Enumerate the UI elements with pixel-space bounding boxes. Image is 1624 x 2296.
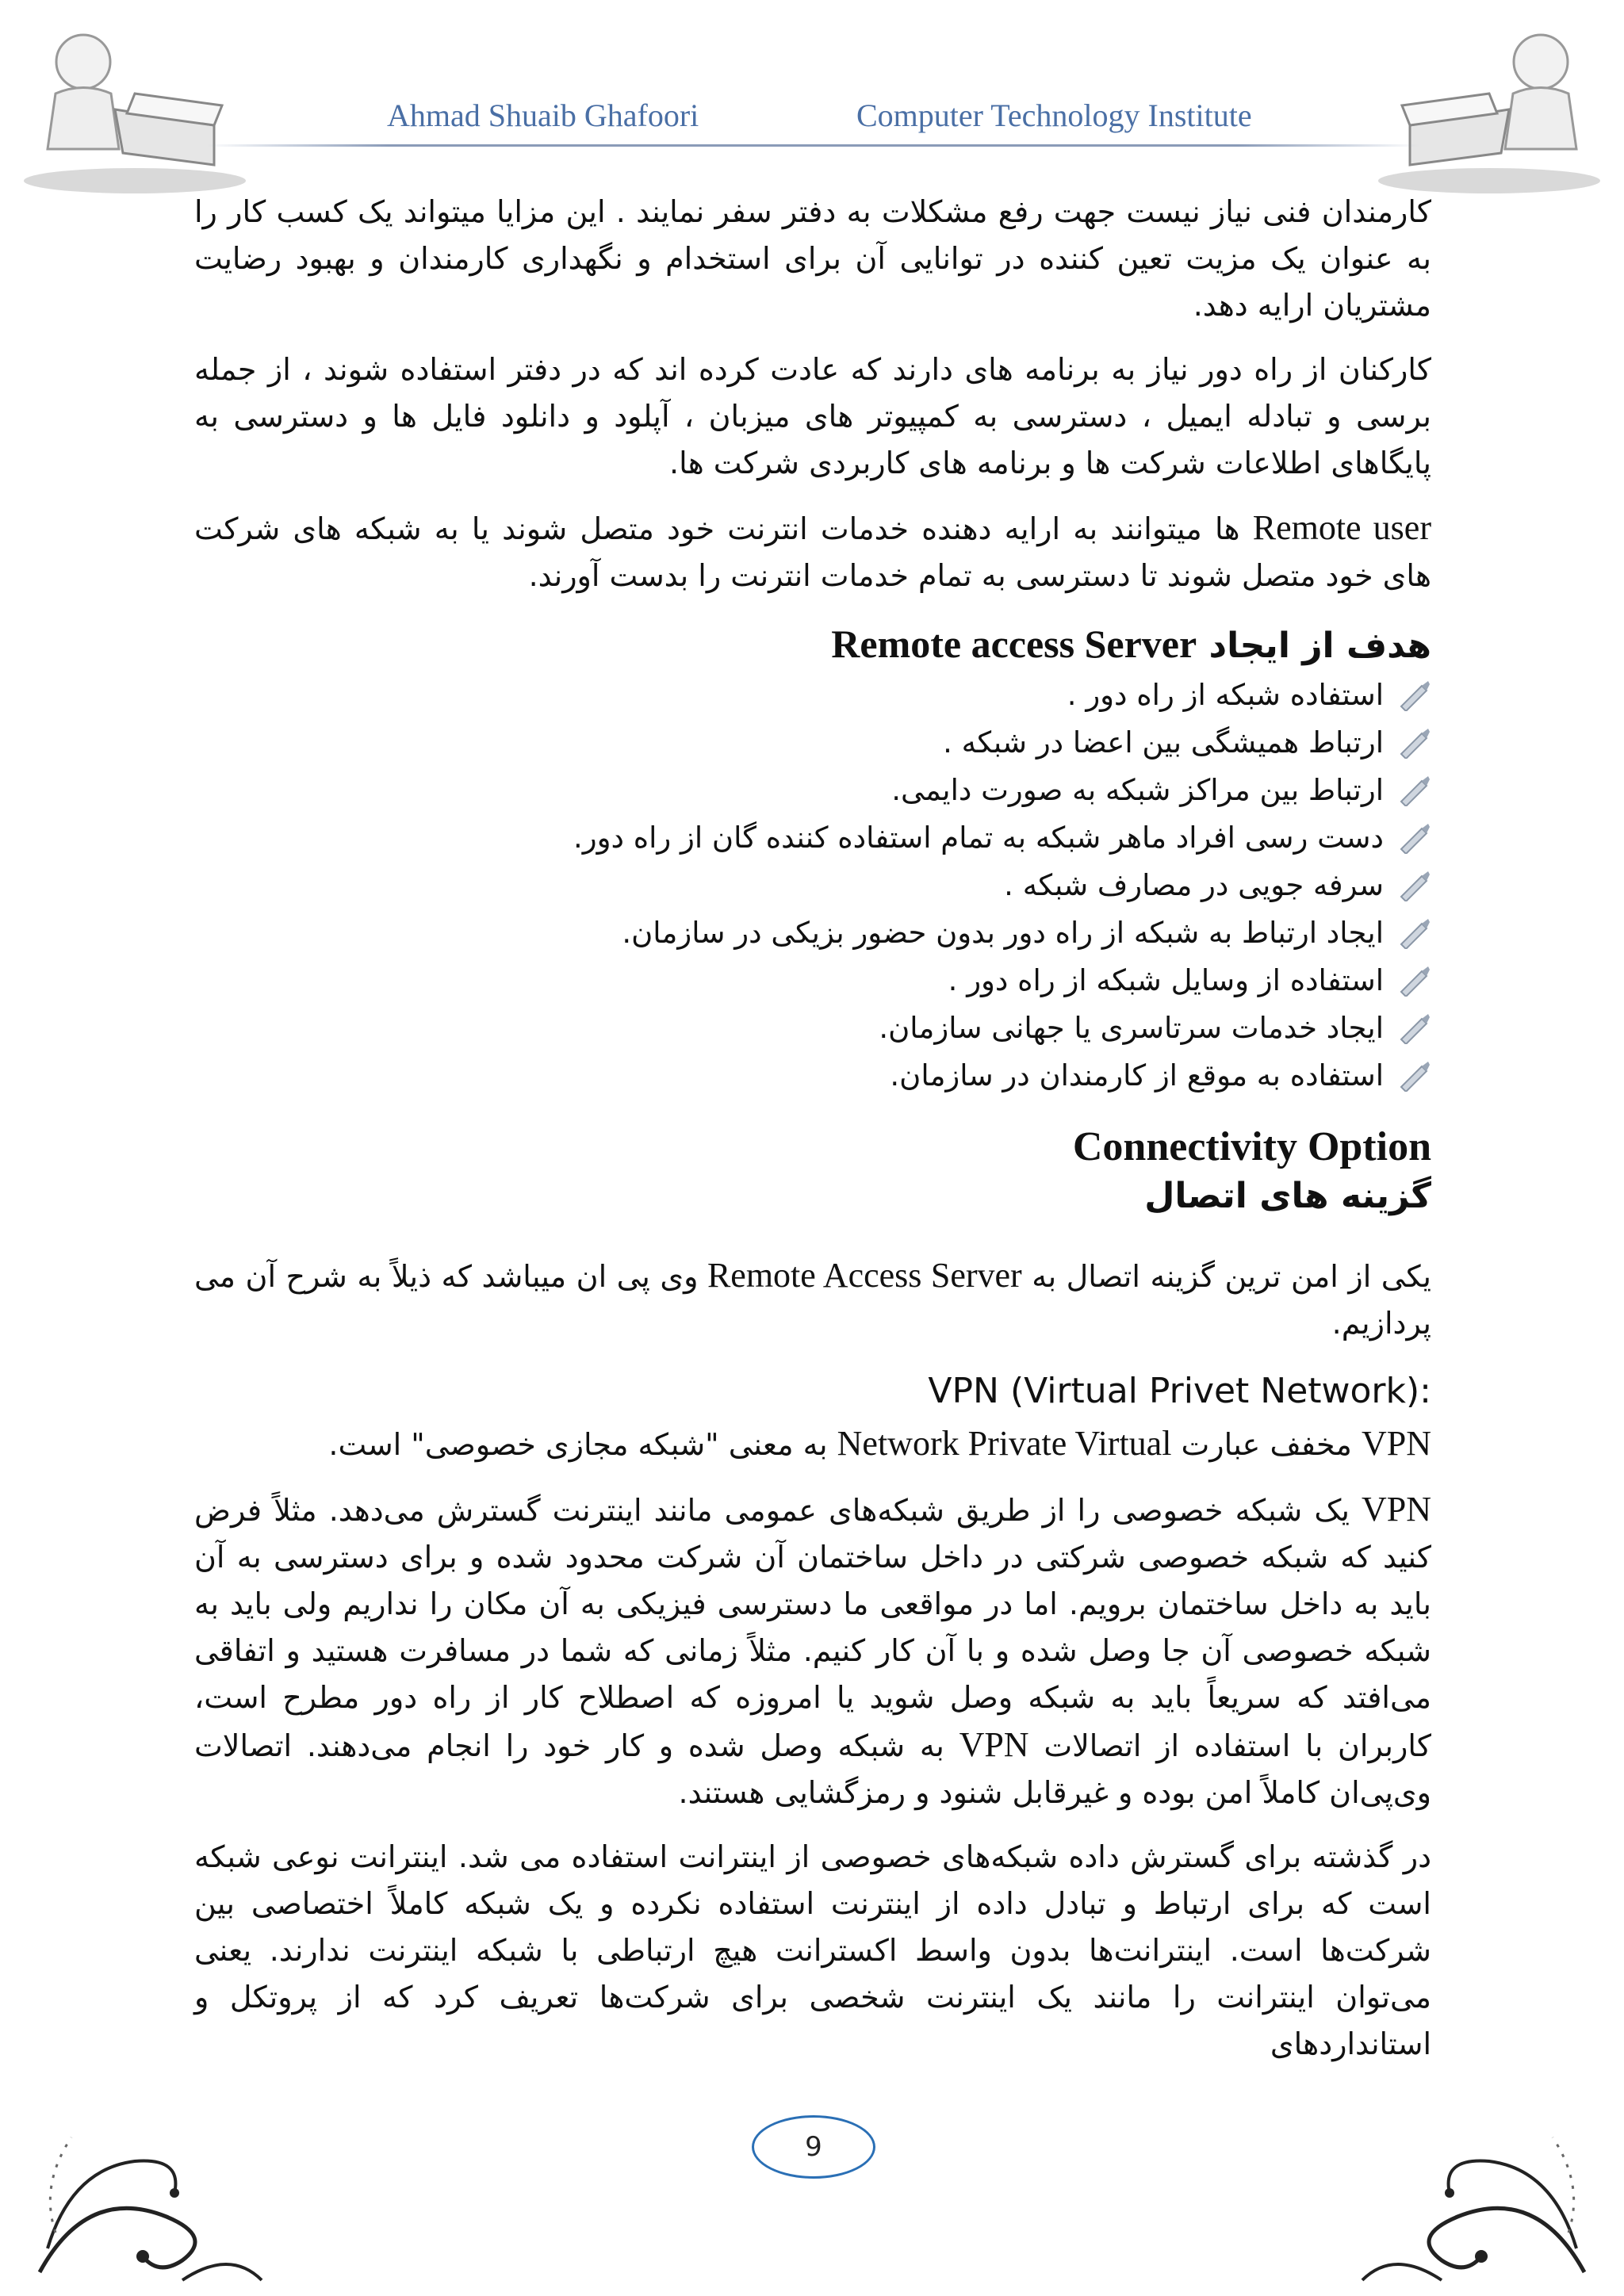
header-author-name: Ahmad Shuaib Ghafoori <box>387 98 699 133</box>
paragraph-3-term: Remote user <box>1252 508 1431 547</box>
list-item: ایجاد ارتباط به شبکه از راه دور بدون حضور بزیکی در سازمان. <box>194 909 1384 957</box>
ornament-swirl-icon <box>24 2090 270 2288</box>
list-item: سرفه جویی در مصارف شبکه . <box>194 862 1384 909</box>
list-item: ایجاد خدمات سرتاسری یا جهانی سازمان. <box>194 1004 1384 1052</box>
vpn-paragraph-2: در گذشته برای گسترش داده شبکه‌های خصوصی از اینترانت استفاده می شد. اینترانت نوعی شبکه است که برای ارتباط و تبادل داده از اینترنت استفاده نکرده و یک شبکه کاملاً اختصاصی بین شرکت‌ها است. اینترانت‌ها بدون واسط اکسترانت هیچ ارتباطی با شبکه اینترنت ندارند. یعنی می‌توان اینترانت را مانند یک اینترنت شخصی برای شرکت‌ها تعریف کرد که از پروتکل و استانداردهای <box>194 1839 1431 2061</box>
vpn-heading: VPN (Virtual Privet Network): <box>928 1371 1431 1411</box>
laptop-figure-icon <box>1370 14 1608 197</box>
list-item: ارتباط همیشگی بین اعضا در شبکه . <box>194 719 1384 767</box>
pen-bullet-icon <box>1398 775 1431 806</box>
paragraph-3 <box>194 504 1431 599</box>
pen-bullet-icon <box>1398 727 1431 759</box>
pen-bullet-icon <box>1398 679 1431 711</box>
list-item: ارتباط بین مراکز شبکه به صورت دایمی. <box>194 767 1384 814</box>
pen-bullet-icon <box>1398 917 1431 949</box>
vpn-paragraph-1: VPN یک شبکه خصوصی را از طریق شبکه‌های عمومی مانند اینترنت گسترش می‌دهد. مثلاً فرض کنید که شبکه خصوصی شرکتی در داخل ساختمان آن شرکت محدود شده و برای دسترسی به آن باید به داخل ساختمان برویم. اما در مواقعی ما دسترسی فیزیکی به آن مکان را نداریم ولی باید به شبکه خصوصی آن جا وصل شده و با آن کار کنیم. مثلاً زمانی که شما در مسافرت هستید و اتفاقی می‌افتد که سریعاً باید به شبکه وصل شوید یا امروزه که اصطلاح کار از راه دور مطرح است، کاربران با استفاده از اتصالات VPN به شبکه وصل شده و کار خود را انجام می‌دهند. اتصالات وی‌پی‌ان کاملاً امن بوده و غیرقابل شنود و رمزگشایی هستند. <box>194 1490 1431 1810</box>
header-institute-name: Computer Technology Institute <box>856 98 1252 133</box>
pen-bullet-icon <box>1398 870 1431 901</box>
goal-list <box>194 672 1431 1100</box>
list-item: استفاده از وسایل شبکه از راه دور . <box>194 957 1384 1004</box>
list-item: استفاده شبکه از راه دور . <box>194 672 1384 719</box>
paragraph-1: کارمندان فنی نیاز نیست جهت رفع مشکلات به دفتر سفر نمایند . این مزایا میتواند یک کسب کار را به عنوان یک مزیت تعین کننده در توانایی آن برای استخدام و نگهداری کارمندان و بهبود رضایت مشتریان ارایه دهد. <box>194 194 1431 323</box>
goal-heading-en: Remote access Server <box>831 622 1197 666</box>
ornament-swirl-icon <box>1354 2090 1600 2288</box>
goal-heading-fa: هدف از ایجاد <box>1197 626 1431 666</box>
laptop-figure-icon <box>16 14 254 197</box>
header-divider <box>206 144 1419 147</box>
pen-bullet-icon <box>1398 1012 1431 1044</box>
paragraph-3-text: ها میتوانند به ارایه دهنده خدمات انترنت خود متصل شوند یا به شبکه های شرکت های خود متصل شوند تا دسترسی به تمام خدمات انترنت را بدست آورند. <box>194 511 1431 593</box>
connectivity-intro-term: Remote Access Server <box>698 1256 1022 1295</box>
connectivity-heading-fa: گزینه های اتصال <box>1144 1176 1431 1216</box>
pen-bullet-icon <box>1398 1060 1431 1092</box>
page-number: 9 <box>752 2115 875 2179</box>
connectivity-intro: یکی از امن ترین گزینه اتصال به Remote Access Server وی پی ان میباشد که ذیلاً به شرح آن می پردازیم. <box>194 1256 1432 1341</box>
page-content <box>194 189 1431 2085</box>
list-item: استفاده به موقع از کارمندان در سازمان. <box>194 1052 1384 1100</box>
goal-heading <box>194 620 1431 670</box>
paragraph-2: کارکنان از راه دور نیاز به برنامه های دارند که عادت کرده اند که در دفتر استفاده شوند ، از جمله برسی و تبادله ایمیل ، دسترسی به کمپیوتر های میزبان ، آپلود و دانلود فایل ها و دسترسی به پایگاهای اطلاعات شرکت ها و برنامه های کاربردی شرکت ها. <box>194 352 1431 480</box>
list-item: دست رسی افراد ماهر شبکه به تمام استفاده کننده گان از راه دور. <box>194 814 1384 862</box>
pen-bullet-icon <box>1398 965 1431 997</box>
vpn-definition: VPN مخفف عبارت Network Private Virtual به معنی "شبکه مجازی خصوصی" است. <box>328 1424 1431 1463</box>
pen-bullet-icon <box>1398 822 1431 854</box>
connectivity-heading-en: Connectivity Option <box>1072 1124 1431 1169</box>
